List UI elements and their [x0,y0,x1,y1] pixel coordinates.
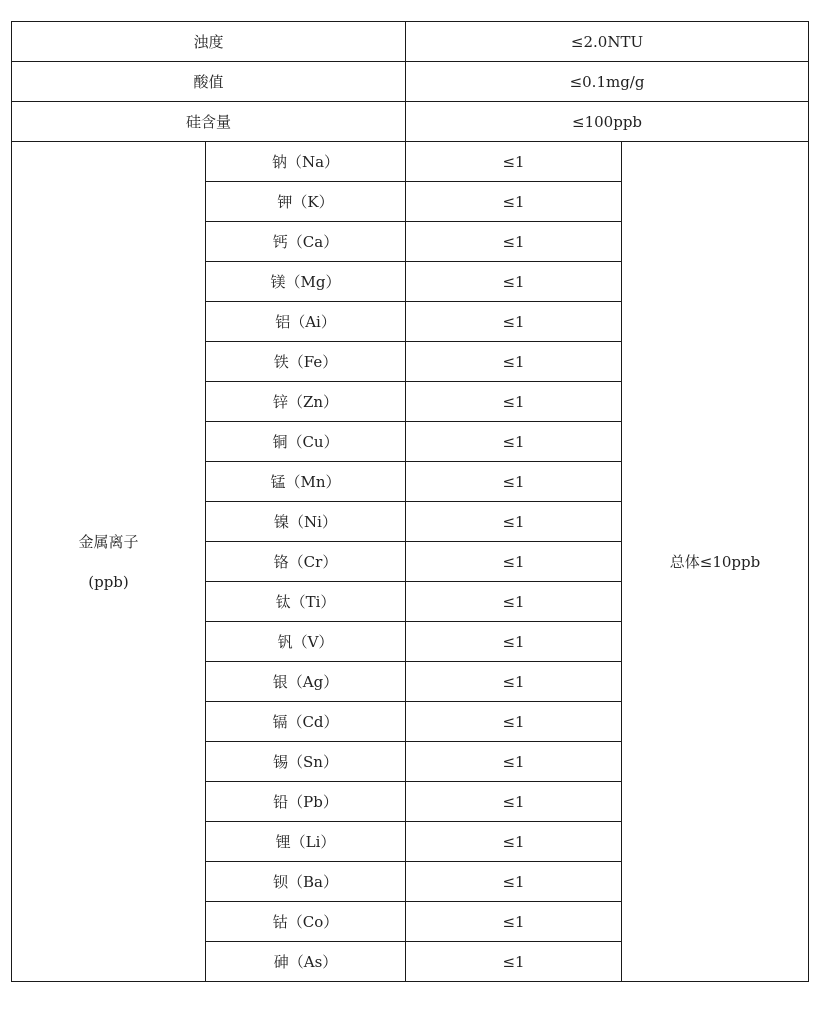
metal-ions-label [12,142,206,982]
element-limit: ≤1 [406,782,622,822]
element-name: 砷（As） [206,942,406,982]
element-name: 钴（Co） [206,902,406,942]
property-value-turbidity: ≤2.0NTU [406,22,809,62]
element-limit: ≤1 [406,622,622,662]
element-name: 镍（Ni） [206,502,406,542]
property-name-acid-value: 酸值 [12,62,406,102]
element-name: 锂（Li） [206,822,406,862]
element-name: 镁（Mg） [206,262,406,302]
element-limit: ≤1 [406,342,622,382]
element-name: 锡（Sn） [206,742,406,782]
element-name: 铜（Cu） [206,422,406,462]
element-name: 钙（Ca） [206,222,406,262]
element-name: 钠（Na） [206,142,406,182]
table-row [12,22,809,62]
element-name: 镉（Cd） [206,702,406,742]
element-name: 钛（Ti） [206,582,406,622]
property-name-turbidity: 浊度 [12,22,406,62]
element-limit: ≤1 [406,542,622,582]
element-limit: ≤1 [406,862,622,902]
element-limit: ≤1 [406,902,622,942]
element-limit: ≤1 [406,222,622,262]
element-name: 锌（Zn） [206,382,406,422]
element-limit: ≤1 [406,662,622,702]
element-name: 铬（Cr） [206,542,406,582]
metal-ions-total: 总体≤10ppb [622,142,809,982]
element-name: 银（Ag） [206,662,406,702]
element-name: 钒（V） [206,622,406,662]
element-limit: ≤1 [406,702,622,742]
table-row [12,102,809,142]
metal-ions-unit: (ppb) [88,572,129,591]
metal-ions-title: 金属离子 [78,532,139,551]
element-name: 铝（Ai） [206,302,406,342]
element-limit: ≤1 [406,462,622,502]
property-value-acid-value: ≤0.1mg/g [406,62,809,102]
element-limit: ≤1 [406,302,622,342]
element-name: 锰（Mn） [206,462,406,502]
table-row [12,62,809,102]
table-row [12,142,809,182]
element-limit: ≤1 [406,382,622,422]
element-limit: ≤1 [406,262,622,302]
element-name: 铅（Pb） [206,782,406,822]
element-limit: ≤1 [406,142,622,182]
element-limit: ≤1 [406,582,622,622]
element-limit: ≤1 [406,502,622,542]
element-name: 铁（Fe） [206,342,406,382]
element-limit: ≤1 [406,942,622,982]
property-value-silicon: ≤100ppb [406,102,809,142]
property-name-silicon: 硅含量 [12,102,406,142]
element-limit: ≤1 [406,182,622,222]
element-name: 钡（Ba） [206,862,406,902]
element-name: 钾（K） [206,182,406,222]
element-limit: ≤1 [406,822,622,862]
element-limit: ≤1 [406,422,622,462]
element-limit: ≤1 [406,742,622,782]
spec-table [11,21,809,982]
